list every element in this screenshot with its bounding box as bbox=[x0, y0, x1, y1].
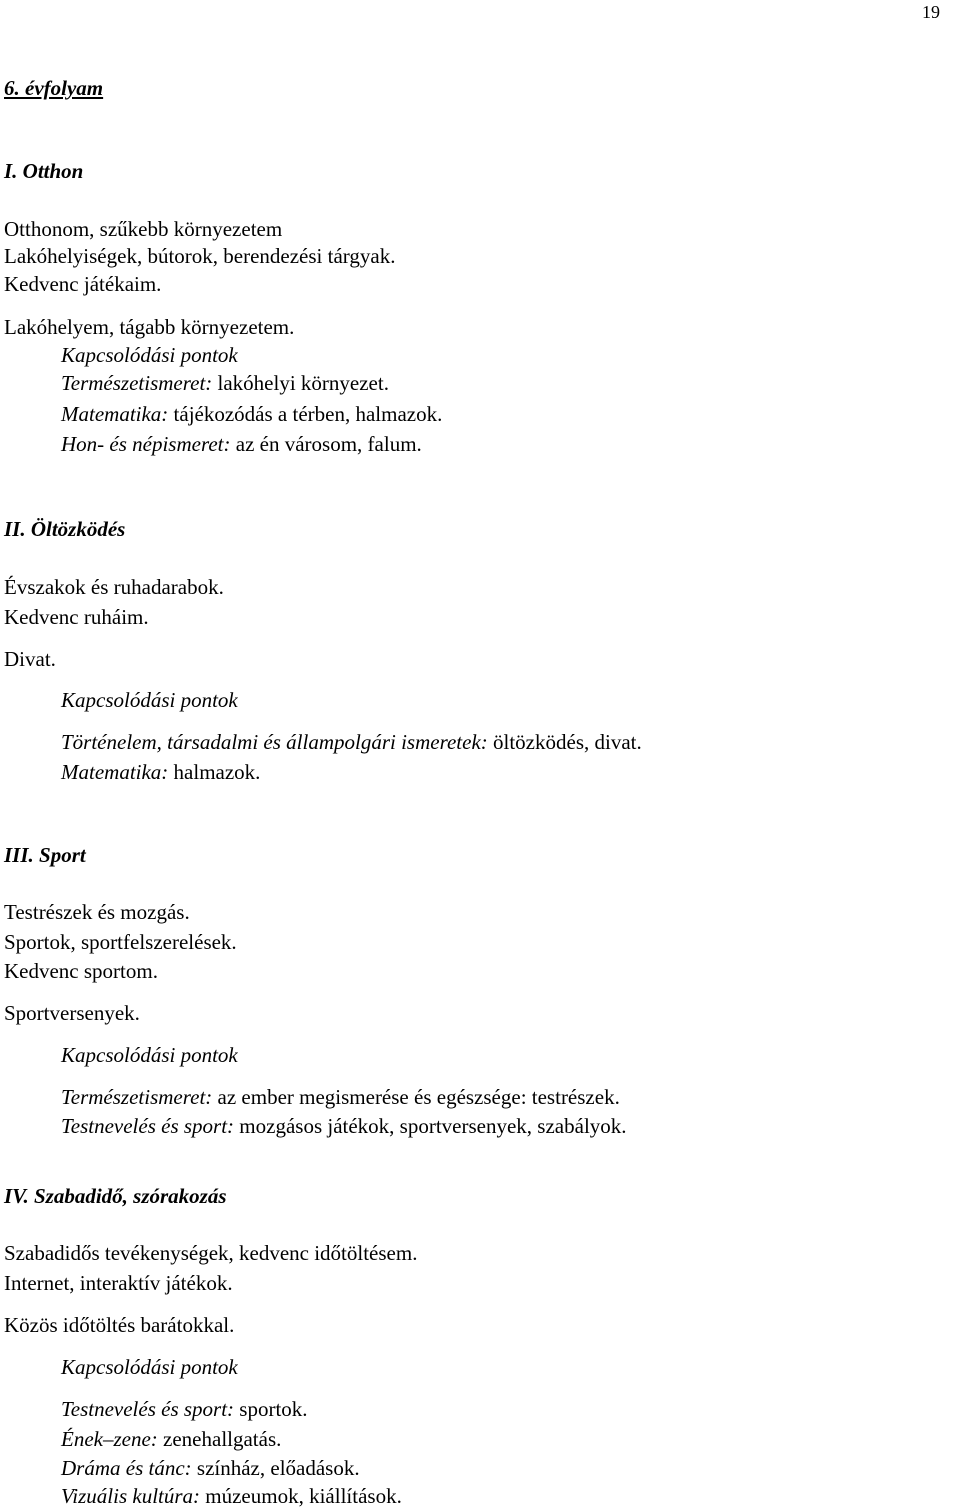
connection-subject: Testnevelés és sport: bbox=[61, 1114, 235, 1138]
connection-text: múzeumok, kiállítások. bbox=[200, 1484, 402, 1508]
connection-subject: Történelem, társadalmi és állampolgári ismeretek: bbox=[61, 730, 488, 754]
topic-item: Internet, interaktív játékok. bbox=[4, 1271, 233, 1295]
connection-line bbox=[61, 1484, 402, 1508]
connections-label: Kapcsolódási pontok bbox=[61, 1355, 238, 1379]
connection-line bbox=[61, 432, 422, 456]
topic-item: Közös időtöltés barátokkal. bbox=[4, 1313, 235, 1337]
topic-item: Kedvenc sportom. bbox=[4, 959, 158, 983]
connection-text: mozgásos játékok, sportversenyek, szabályok. bbox=[234, 1114, 627, 1138]
connection-subject: Vizuális kultúra: bbox=[61, 1484, 201, 1508]
connection-line bbox=[61, 730, 642, 754]
topic-item: Lakóhelyiségek, bútorok, berendezési tárgyak. bbox=[4, 244, 396, 268]
topic-item: Lakóhelyem, tágabb környezetem. bbox=[4, 315, 295, 339]
connection-subject: Testnevelés és sport: bbox=[61, 1397, 235, 1421]
connection-text: halmazok. bbox=[168, 760, 261, 784]
connection-subject: Természetismeret: bbox=[61, 371, 213, 395]
connection-subject: Természetismeret: bbox=[61, 1085, 213, 1109]
connection-text: az én városom, falum. bbox=[230, 432, 422, 456]
connection-line bbox=[61, 1397, 308, 1421]
connection-line bbox=[61, 1427, 281, 1451]
connection-text: az ember megismerése és egészsége: testrészek. bbox=[212, 1085, 620, 1109]
connection-subject: Hon- és népismeret: bbox=[61, 432, 231, 456]
connection-subject: Ének–zene: bbox=[61, 1427, 158, 1451]
topic-item: Otthonom, szűkebb környezetem bbox=[4, 217, 283, 241]
topic-item: Kedvenc játékaim. bbox=[4, 272, 162, 296]
section-title-otthon: I. Otthon bbox=[4, 159, 84, 183]
connection-text: öltözködés, divat. bbox=[487, 730, 642, 754]
connections-label: Kapcsolódási pontok bbox=[61, 1043, 238, 1067]
topic-item: Sportversenyek. bbox=[4, 1001, 140, 1025]
connection-text: zenehallgatás. bbox=[157, 1427, 282, 1451]
connection-line bbox=[61, 402, 442, 426]
connection-line bbox=[61, 760, 260, 784]
page-number: 19 bbox=[922, 2, 940, 22]
connection-subject: Matematika: bbox=[61, 402, 169, 426]
connection-text: lakóhelyi környezet. bbox=[212, 371, 389, 395]
connection-subject: Dráma és tánc: bbox=[61, 1456, 192, 1480]
section-title-oltozkodes: II. Öltözködés bbox=[4, 517, 126, 541]
topic-item: Sportok, sportfelszerelések. bbox=[4, 930, 237, 954]
connection-text: színház, előadások. bbox=[191, 1456, 360, 1480]
connection-line bbox=[61, 1114, 627, 1138]
connection-line bbox=[61, 371, 389, 395]
topic-item: Divat. bbox=[4, 647, 56, 671]
connections-label: Kapcsolódási pontok bbox=[61, 688, 238, 712]
connection-subject: Matematika: bbox=[61, 760, 169, 784]
topic-item: Szabadidős tevékenységek, kedvenc időtöltésem. bbox=[4, 1241, 418, 1265]
connection-line bbox=[61, 1456, 360, 1480]
grade-heading: 6. évfolyam bbox=[4, 76, 104, 100]
section-title-sport: III. Sport bbox=[4, 843, 86, 867]
topic-item: Évszakok és ruhadarabok. bbox=[4, 575, 224, 599]
connection-text: tájékozódás a térben, halmazok. bbox=[168, 402, 443, 426]
connection-line bbox=[61, 1085, 620, 1109]
connection-text: sportok. bbox=[234, 1397, 308, 1421]
section-title-szabadido: IV. Szabadidő, szórakozás bbox=[4, 1184, 227, 1208]
topic-item: Kedvenc ruháim. bbox=[4, 605, 149, 629]
connections-label: Kapcsolódási pontok bbox=[61, 343, 238, 367]
topic-item: Testrészek és mozgás. bbox=[4, 900, 190, 924]
